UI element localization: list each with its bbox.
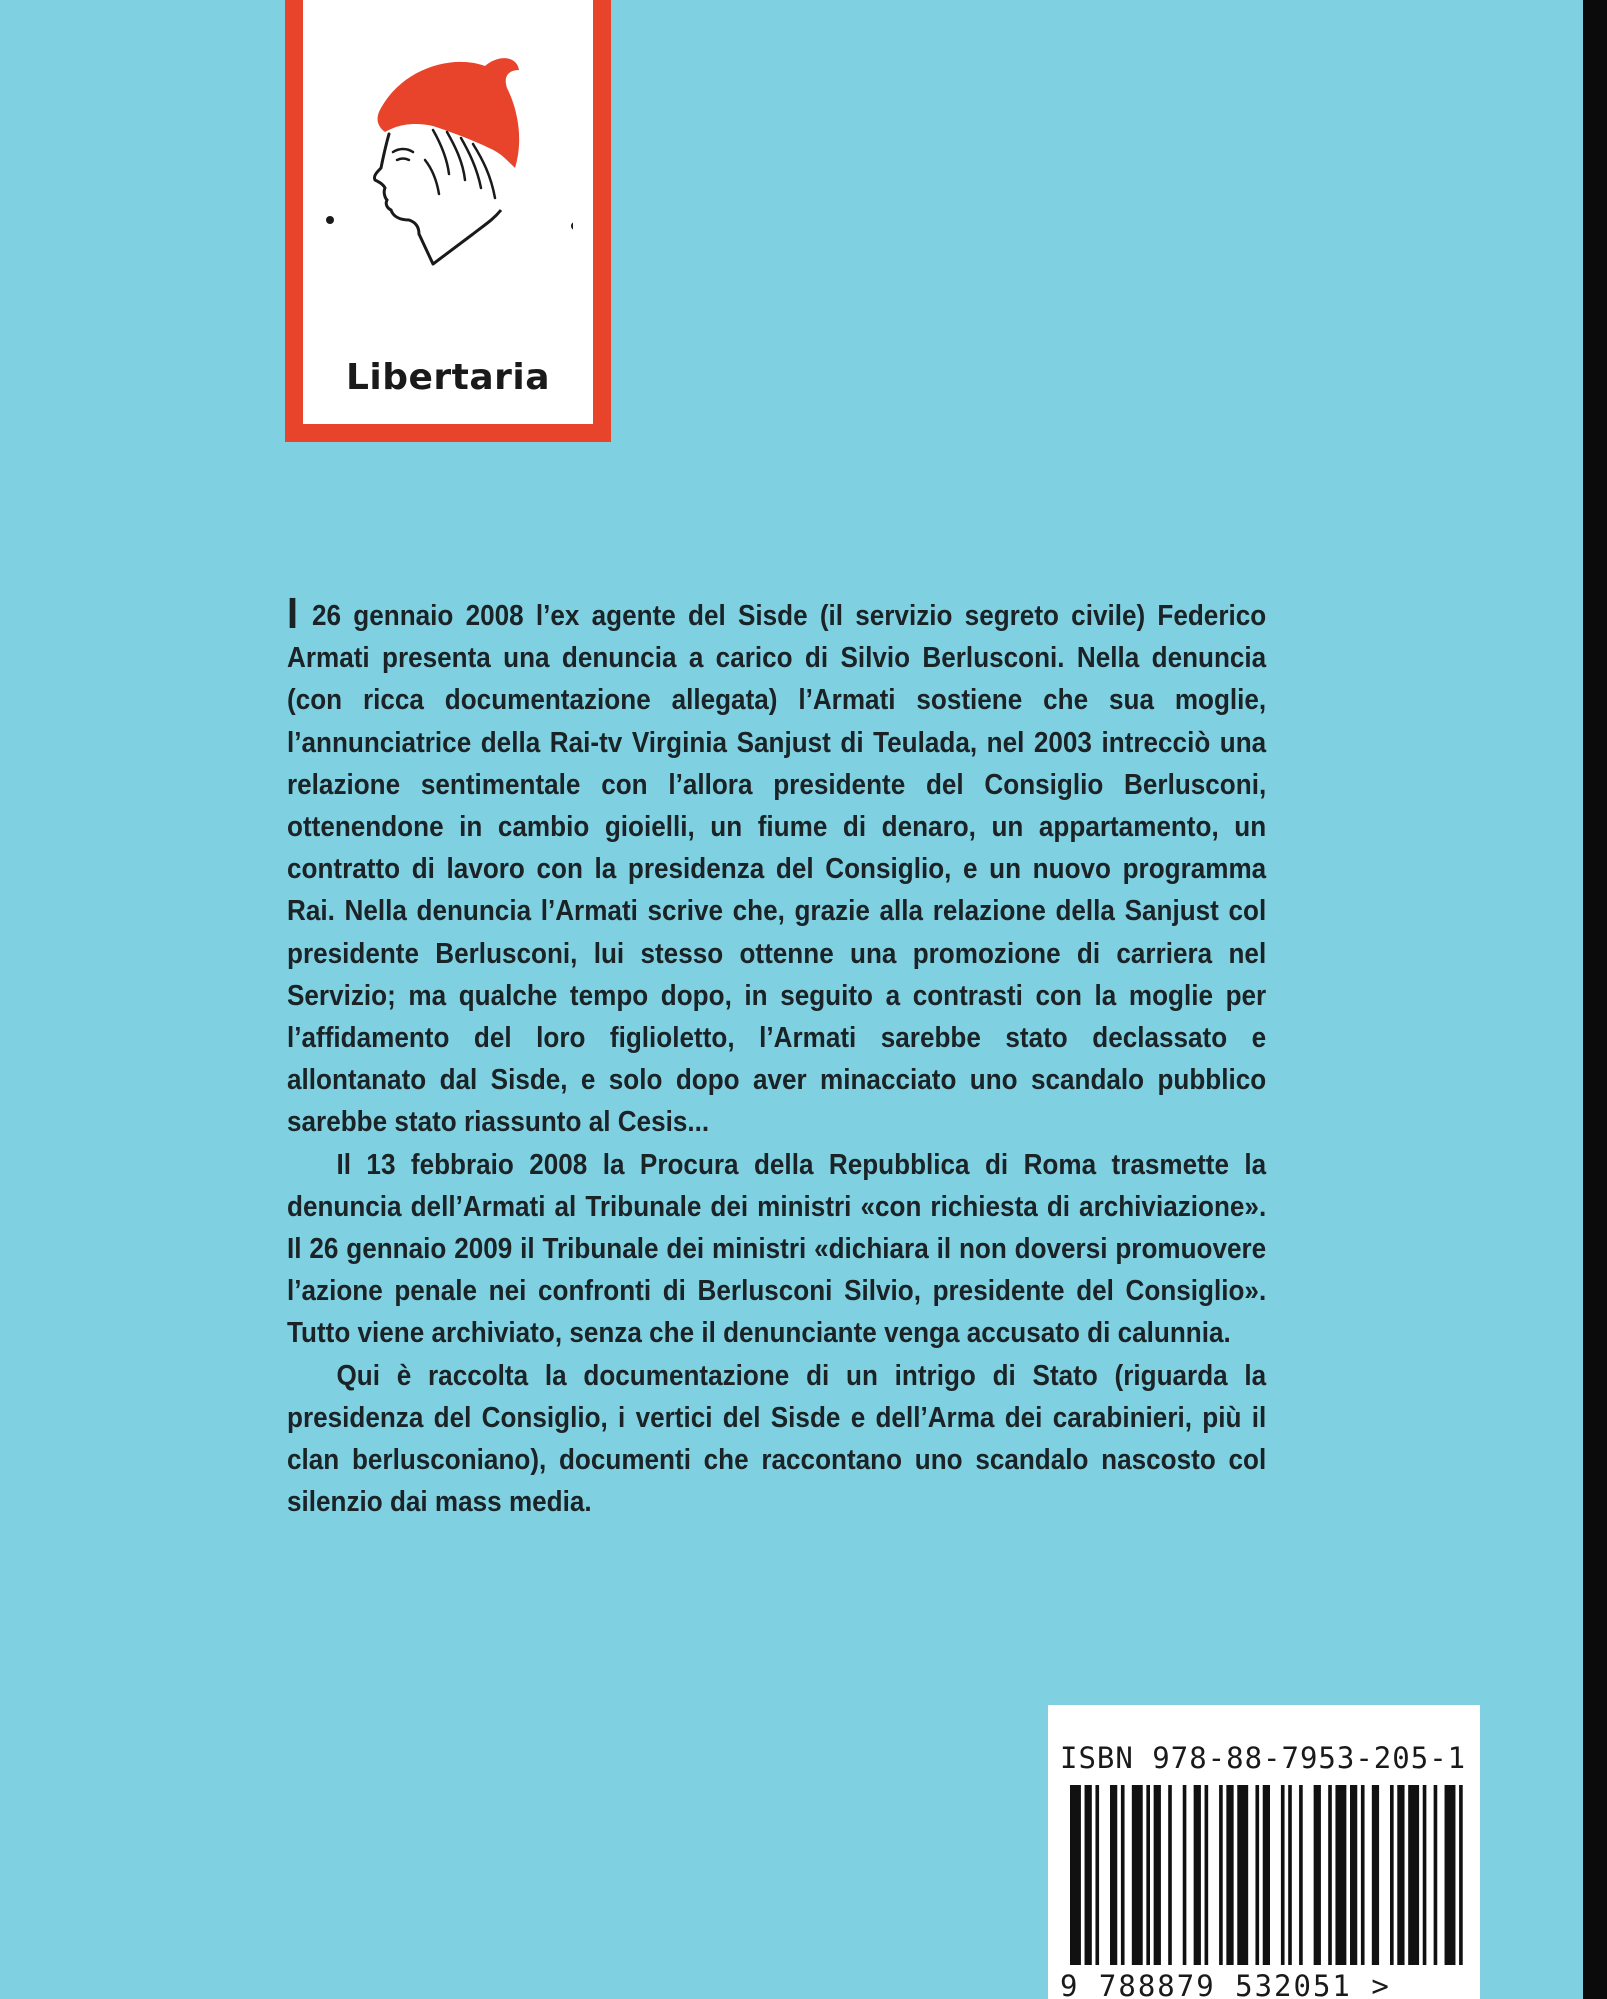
barcode-bar <box>1255 1785 1259 1965</box>
barcode-bars <box>1070 1785 1470 1965</box>
barcode-bar <box>1219 1785 1223 1965</box>
barcode-bar <box>1070 1785 1081 1965</box>
barcode-bar <box>1183 1785 1187 1965</box>
barcode-bar <box>1110 1785 1117 1965</box>
barcode-bar <box>1335 1785 1346 1965</box>
publisher-logo <box>303 0 593 424</box>
blurb-paragraph-2: Il 13 febbraio 2008 la Procura della Repubblica di Roma trasmette la denuncia dell’Armati al Tribunale dei ministri «con richiesta di archiviazione». Il 26 gennaio 2009 il Tribunale dei ministri «dichiara il non doversi promuovere l’azione penale nei confronti di Berlusconi Silvio, presidente del Consiglio». Tutto viene archiviato, senza che il denunciante venga accusato di calunnia. <box>287 1148 1267 1350</box>
isbn-label: ISBN 978-88-7953-205-1 <box>1060 1741 1467 1775</box>
barcode-bar <box>1168 1785 1172 1965</box>
barcode-bar <box>1390 1785 1394 1965</box>
barcode-bar <box>1237 1785 1248 1965</box>
barcode-bar <box>1263 1785 1270 1965</box>
barcode-bar <box>1361 1785 1365 1965</box>
back-cover-blurb <box>287 589 1267 1523</box>
barcode-bar <box>1459 1785 1463 1965</box>
barcode-bar <box>1132 1785 1143 1965</box>
barcode-bar <box>1095 1785 1099 1965</box>
barcode-bar <box>1281 1785 1285 1965</box>
ean-digits: 9 788879 532051 > <box>1060 1969 1391 1999</box>
barcode-bar <box>1146 1785 1150 1965</box>
barcode-bar <box>1085 1785 1092 1965</box>
barcode-bar <box>1121 1785 1125 1965</box>
barcode-bar <box>1434 1785 1438 1965</box>
barcode-bar <box>1194 1785 1201 1965</box>
barcode-bar <box>1328 1785 1332 1965</box>
barcode-bar <box>1372 1785 1379 1965</box>
barcode-bar <box>1205 1785 1209 1965</box>
barcode-bar <box>1408 1785 1419 1965</box>
phrygian-cap-head-icon <box>323 40 573 290</box>
barcode-bar <box>1397 1785 1404 1965</box>
barcode-bar <box>1299 1785 1303 1965</box>
barcode-bar <box>1350 1785 1357 1965</box>
barcode-bar <box>1226 1785 1233 1965</box>
isbn-barcode <box>1048 1705 1480 1999</box>
blurb-paragraph-1 <box>287 589 1267 1144</box>
barcode-bar <box>1445 1785 1456 1965</box>
publisher-name: Libertaria <box>345 357 551 398</box>
scan-border <box>1583 0 1607 1999</box>
drop-cap: I <box>287 589 299 638</box>
barcode-bar <box>1314 1785 1321 1965</box>
barcode-bar <box>1423 1785 1427 1965</box>
publisher-logo-frame <box>285 0 611 442</box>
blurb-paragraph-3: Qui è raccolta la documentazione di un intrigo di Stato (riguarda la presidenza del Consiglio, i vertici del Sisde e dell’Arma dei carabinieri, più il clan berlusconiano), documenti che raccontano uno scandalo nascosto col silenzio dai mass media. <box>287 1359 1267 1519</box>
barcode-bar <box>1154 1785 1161 1965</box>
barcode-bar <box>1288 1785 1292 1965</box>
blurb-paragraph-1-text: 26 gennaio 2008 l’ex agente del Sisde (il servizio segreto civile) Federico Armati presenta una denuncia a carico di Silvio Berlusconi. Nella denuncia (con ricca documentazione allegata) l’Armati sostiene che sua moglie, l’annunciatrice della Rai-tv Virginia Sanjust di Teulada, nel 2003 intrecciò una relazione sentimentale con l’allora presidente del Consiglio Berlusconi, ottenendone in cambio gioielli, un fiume di denaro, un appartamento, un contratto di lavoro con la presidenza del Consiglio, e un nuovo programma Rai. Nella denuncia l’Armati scrive che, grazie alla relazione della Sanjust col presidente Berlusconi, lui stesso ottenne una promozione di carriera nel Servizio; ma qualche tempo dopo, in seguito a contrasti con la moglie per l’affidamento del loro figlioletto, l’Armati sarebbe stato declassato e allontanato dal Sisde, e solo dopo aver minacciato uno scandalo pubblico sarebbe stato riassunto al Cesis... <box>287 600 1267 1139</box>
